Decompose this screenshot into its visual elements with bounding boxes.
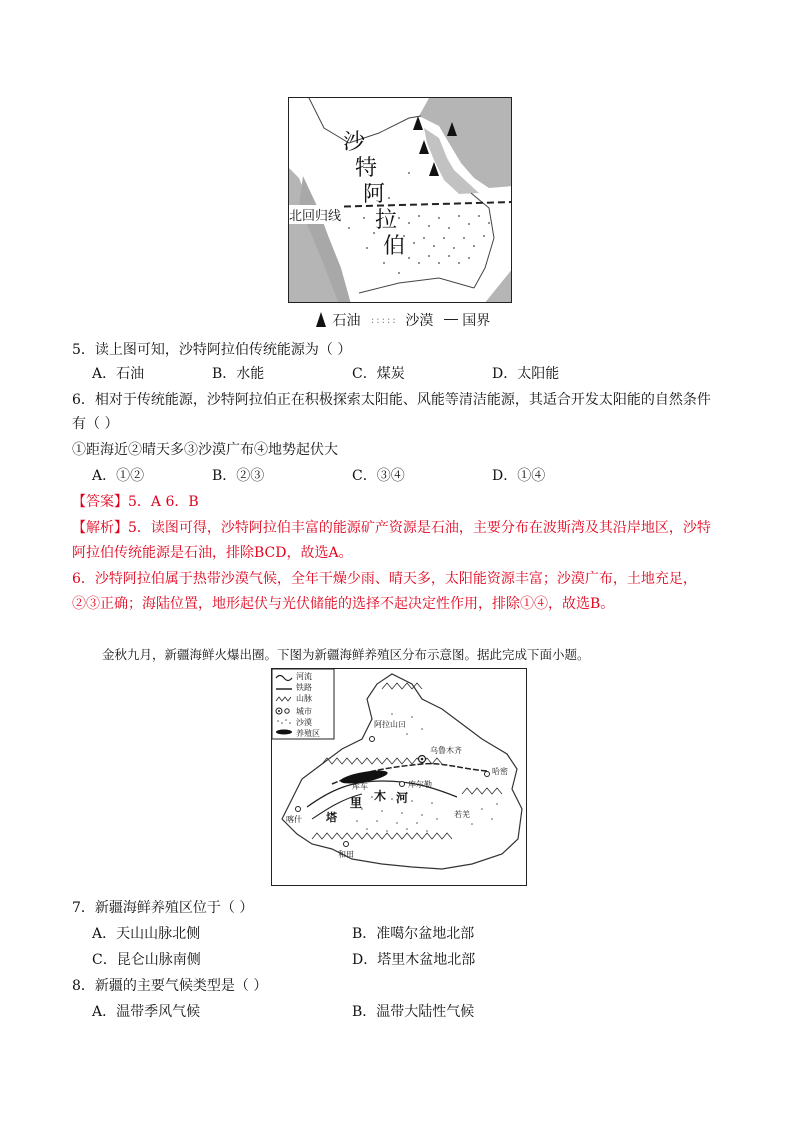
q8-option-a[interactable]: A．温带季风气候: [92, 1004, 201, 1020]
analysis-line-2: 阿拉伯传统能源是石油，排除BCD，故选A。: [72, 545, 353, 561]
q5-text: 读上图可知，沙特阿拉伯传统能源为（ ）: [94, 342, 352, 358]
map-label-char: 沙: [342, 130, 365, 155]
place-korla: 库尔勒: [408, 780, 432, 789]
q7-number: 7．: [72, 900, 95, 916]
saudi-arabia-map: [288, 97, 512, 303]
arabian-sea: [484, 268, 512, 303]
river-char: 木: [374, 789, 387, 803]
city-hotan: [344, 842, 349, 847]
legend-oil-label: 石油: [332, 313, 361, 329]
q6-option-a[interactable]: A．①②: [92, 468, 145, 484]
map-label-char: 特: [354, 156, 377, 181]
kunlun-mountains: [312, 833, 452, 839]
place-urumqi: 乌鲁木齐: [430, 746, 462, 755]
question-6: [72, 390, 711, 410]
q7-option-b[interactable]: B．准噶尔盆地北部: [352, 926, 475, 942]
question-8: [72, 976, 267, 996]
river-char: 河: [396, 791, 409, 805]
q6-choices: ①距海近②晴天多③沙漠广布④地势起伏大: [72, 442, 338, 458]
q6-option-b[interactable]: B．②③: [212, 468, 265, 484]
q7-text: 新疆海鲜养殖区位于（ ）: [94, 900, 254, 916]
q6-text-line2: 有（ ）: [72, 416, 119, 432]
place-alashankou: 阿拉山口: [374, 720, 406, 729]
question-7: [72, 898, 253, 918]
place-hami: 哈密: [492, 767, 508, 776]
question-5: [72, 340, 351, 360]
q7-option-c[interactable]: C．昆仑山脉南侧: [92, 952, 201, 968]
map-label-char: 拉: [374, 208, 397, 233]
analysis-text-1: 5．读图可得，沙特阿拉伯丰富的能源矿产资源是石油，主要分布在波斯湾及其沿岸地区，沙特: [128, 520, 711, 536]
city-korla: [400, 782, 405, 787]
oil-legend-icon: [314, 311, 328, 327]
oil-icon: [413, 116, 423, 130]
east-mountains: [462, 788, 502, 794]
legend-city-label: 城市: [296, 707, 312, 716]
map-label-char: 阿: [362, 182, 385, 207]
place-ruoqiang: 若羌: [454, 810, 470, 819]
q5-number: 5．: [72, 342, 95, 358]
city-kashi: [296, 807, 301, 812]
answer-block: [72, 492, 199, 512]
legend-river-label: 河流: [296, 672, 312, 681]
desert-legend-icon: :::::: [370, 315, 398, 326]
legend-aquaculture-label: 养殖区: [296, 729, 320, 738]
legend-aquaculture-icon: [276, 730, 292, 735]
legend-desert-label: 沙漠: [296, 718, 312, 727]
altai-mountains: [382, 683, 422, 689]
legend-desert-label: 沙漠: [405, 313, 434, 329]
tropic-label: 北回归线: [289, 205, 341, 224]
xinjiang-map: [271, 668, 527, 886]
q7-option-a[interactable]: A．天山山脉北侧: [92, 926, 201, 942]
analysis-line-1: [72, 518, 711, 538]
place-kashi: 喀什: [286, 815, 302, 824]
legend-border-label: 国界: [462, 313, 491, 329]
q6-number: 6．: [72, 392, 95, 408]
q5-option-c[interactable]: C．煤炭: [352, 366, 405, 382]
q6-text-line1: 相对于传统能源，沙特阿拉伯正在积极探索太阳能、风能等清洁能源，其适合开发太阳能的自然条件: [94, 392, 711, 408]
river-char: 里: [350, 796, 363, 810]
tarim-char: 塔: [326, 811, 337, 824]
analysis-line-4: ②③正确；海陆位置，地形起伏与光伏储能的选择不起决定性作用，排除①④，故选B。: [72, 596, 615, 612]
analysis-label: 【解析】: [72, 520, 128, 536]
q5-option-a[interactable]: A．石油: [92, 366, 145, 382]
border-south: [359, 278, 474, 293]
map-label-char: 伯: [382, 234, 405, 259]
q8-number: 8．: [72, 978, 95, 994]
place-hotan: 和田: [338, 850, 354, 859]
q5-option-b[interactable]: B．水能: [212, 366, 265, 382]
q7-option-d[interactable]: D．塔里木盆地北部: [352, 952, 476, 968]
place-kuqa: 库车: [352, 782, 368, 791]
border-east: [471, 193, 494, 288]
q6-option-d[interactable]: D．①④: [492, 468, 546, 484]
xinjiang-intro: 金秋九月，新疆海鲜火爆出圈。下图为新疆海鲜养殖区分布示意图。据此完成下面小题。: [102, 647, 590, 662]
q8-option-b[interactable]: B．温带大陆性气候: [352, 1004, 475, 1020]
legend-city-icon: [285, 709, 289, 713]
q5-option-d[interactable]: D．太阳能: [492, 366, 560, 382]
border-legend-icon: [444, 319, 458, 320]
answer-label: 【答案】: [72, 494, 128, 510]
city-alashankou: [370, 737, 375, 742]
saudi-map-svg: [289, 98, 512, 303]
q6-option-c[interactable]: C．③④: [352, 468, 405, 484]
legend-railway-label: 铁路: [296, 683, 312, 692]
answer-text: 5．A 6．B: [128, 494, 199, 510]
q8-text: 新疆的主要气候类型是（ ）: [94, 978, 268, 994]
analysis-line-3: 6．沙特阿拉伯属于热带沙漠气候，全年干燥少雨、晴天多，太阳能资源丰富；沙漠广布，土地充足，: [72, 571, 697, 587]
legend-mountain-label: 山脉: [296, 694, 312, 703]
city-hami: [485, 772, 490, 777]
map1-legend: [314, 310, 490, 332]
